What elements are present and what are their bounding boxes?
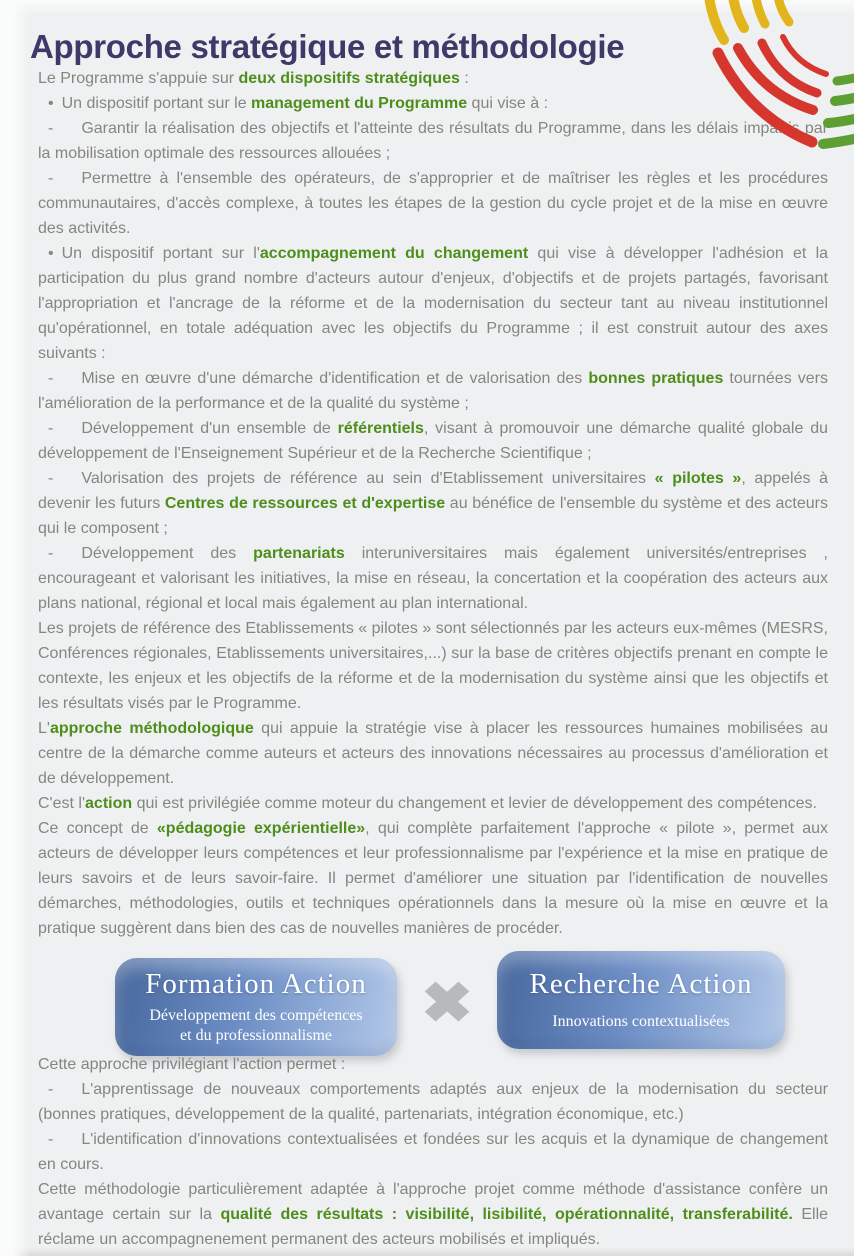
text-run: Développement des [81,545,254,562]
dash-marker: - [48,170,54,187]
closing-paragraph [38,1177,828,1252]
paragraph-projets-pilotes [38,616,828,716]
intro-paragraph [38,66,828,91]
text-run: Ce concept de [38,820,157,837]
text-run: Développement d'un ensemble de [81,420,338,437]
paragraph-action [38,791,828,816]
highlight-green: partenariats [253,545,345,562]
highlight-green: approche méthodologique [49,720,254,737]
paragraph-approche-methodologique [38,716,828,791]
text-run: Le Programme s'appuie sur [38,70,239,87]
text-run: L' [38,720,50,737]
text-run: qui vise à : [467,95,549,112]
dash-marker: - [48,120,54,137]
text-run: Valorisation des projets de référence au sein d'Etablissement universitaires [81,470,655,487]
dash-marker: - [48,1081,54,1098]
text-run: Les projets de référence des Etablissements « pilotes » sont sélectionnés par les acteurs eux-mêmes (MESRS, Conférences régionales, Etablissements universitaires,...) sur la base de critères objectifs prenant en compte le contexte, les enjeux et les objectifs de la réforme et de la modernisation du système ainsi que les objectifs et les résultats visés par le Programme. [38,620,828,712]
dash-marker: - [48,420,54,437]
text-run: Développement des compétences [149,1007,363,1024]
dash-marker: - [48,470,54,487]
text-run: Un dispositif portant sur le [61,95,252,112]
formation-action-box [115,958,397,1056]
bullet-management-head [38,91,828,116]
text-run: tournées vers l'amélioration de la performance et de la qualité du système ; [38,370,828,412]
highlight-green: « pilotes » [654,470,742,487]
text-run: Un dispositif portant sur l' [61,245,260,262]
text-run: : [459,70,469,87]
text-run: C'est l' [38,795,86,812]
axis-pilotes [38,466,828,541]
page-title: Approche stratégique et méthodologie [30,28,625,65]
bullet-marker: • [48,95,54,112]
text-run: L'identification d'innovations contextualisées et fondées sur les acquis et la dynamique de changement en cours. [38,1131,828,1173]
highlight-green: deux dispositifs stratégiques [238,70,460,87]
approche-action-item-1 [38,1077,828,1127]
bullet-management-item-2 [38,166,828,241]
highlight-green: référentiels [337,420,424,437]
text-run: , appelés à devenir les futurs [38,470,829,512]
text-run: Garantir la réalisation des objectifs et l'atteinte des résultats du Programme, dans les délais impartis par la mobilisation optimale des ressources allouées ; [38,120,828,162]
approche-action-item-2 [38,1127,828,1177]
text-run: Elle réclame un accompagnenement permanent des acteurs mobilisés et impliqués. [38,1206,829,1248]
recherche-action-title: Recherche Action [529,968,753,1000]
text-run: au bénéfice de l'ensemble du système et des acteurs qui le composent ; [38,495,828,537]
text-run: et du professionnalisme [180,1027,332,1044]
highlight-green: accompagnement du changement [259,245,529,262]
text-run: Cette méthodologie particulièrement adaptée à l'approche projet comme méthode d'assistance confère un avantage certain sur la [38,1181,828,1223]
action-diagram [115,954,828,1052]
text-run: L'apprentissage de nouveaux comportements adaptés aux enjeux de la modernisation du secteur (bonnes pratiques, développement de la qualité, partenariats, intégration économique, etc.) [38,1081,828,1123]
axis-partenariats [38,541,828,616]
highlight-green: management du Programme [251,95,468,112]
highlight-green: qualité des résultats : visibilité, lisibilité, opérationnalité, transferabilité. [220,1206,793,1223]
highlight-green: «pédagogie expérientielle» [156,820,366,837]
paragraph-pedagogie-experientielle [38,816,828,941]
text-run: , qui complète parfaitement l'approche « pilote », permet aux acteurs de développer leurs compétences et leur professionnalisme par l'expérience et la mise en pratique de leurs savoirs et de leurs savoir-faire. Il permet d'améliorer une situation par l'identification de nouvelles démarches, méthodologies, outils et techniques opérationnels dans la mesure où la mise en œuvre et la pratique suggèrent dans bien des cas de nouvelles manières de procéder. [38,820,829,937]
cross-multiply-icon: ✖ [420,971,474,1034]
text-run: Permettre à l'ensemble des opérateurs, de s'approprier et de maîtriser les règles et les procédures communautaires, d'accès complexe, à toutes les étapes de la gestion du cycle projet et de la mise en œuvre des activités. [38,170,828,237]
formation-action-title: Formation Action [145,968,367,1000]
highlight-green: Centres de ressources et d'expertise [164,495,446,512]
recherche-action-box [497,951,785,1049]
highlight-green: action [85,795,133,812]
highlight-green: bonnes pratiques [588,370,724,387]
bullet-management-item-1 [38,116,828,166]
text-run: qui vise à développer l'adhésion et la participation du plus grand nombre d'acteurs autour d'enjeux, d'objectifs et de projets partagés, favorisant l'appropriation et l'ancrage de la réforme et de la modernisation du secteur tant au niveau institutionnel qu'opérationnel, en totale adéquation avec les objectifs du Programme ; il est construit autour des axes suivants : [38,245,829,362]
dash-marker: - [48,370,54,387]
axis-referentiels [38,416,828,466]
axis-bonnes-pratiques [38,366,828,416]
dash-marker: - [48,1131,54,1148]
text-run: qui appuie la stratégie vise à placer les ressources humaines mobilisées au centre de la démarche comme auteurs et acteurs des innovations nécessaires au processus d'amélioration et de développement. [38,720,829,787]
dash-marker: - [48,545,54,562]
bullet-marker: • [48,245,54,262]
bullet-changement-paragraph [38,241,828,366]
text-run: , visant à promouvoir une démarche qualité globale du développement de l'Enseignement Supérieur et de la Recherche Scientifique ; [38,420,828,462]
formation-action-subtitle [115,1006,397,1046]
text-run: Cette approche privilégiant l'action permet : [38,1056,346,1073]
text-run: qui est privilégiée comme moteur du changement et levier de développement des compétences. [132,795,817,812]
text-run: interuniversitaires mais également universités/entreprises , encourageant et valorisant les initiatives, la mise en réseau, la concertation et la coopération des acteurs aux plans national, régional et local mais également au plan international. [38,545,828,612]
recherche-action-subtitle: Innovations contextualisées [552,1013,730,1030]
text-run: Mise en œuvre d'une démarche d'identification et de valorisation des [81,370,589,387]
